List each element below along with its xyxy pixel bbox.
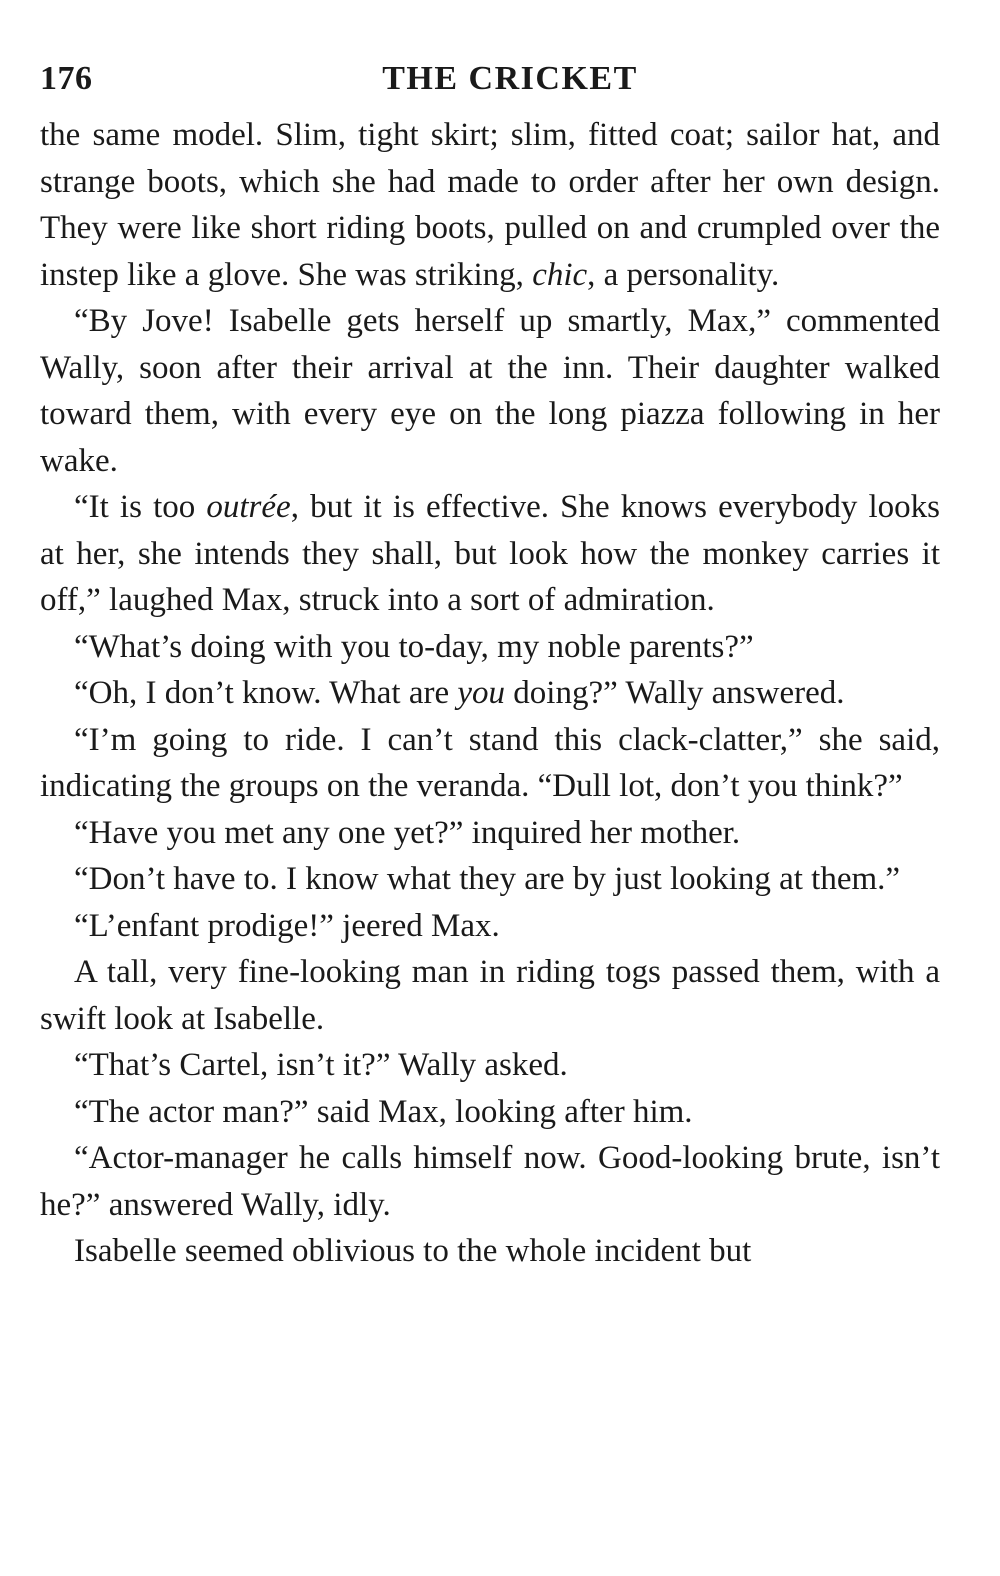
paragraph: “The actor man?” said Max, looking after him.	[74, 1093, 693, 1130]
paragraph: “What’s doing with you to-day, my noble parents?”	[74, 628, 754, 665]
paragraph: “Oh, I don’t know. What are you doing?” Wally answered.	[74, 675, 845, 711]
paragraph-continues: Isabelle seemed oblivious to the whole incident but	[74, 1233, 752, 1269]
paragraph: “I’m going to ride. I can’t stand this clack-clatter,” she said, indicating the groups on the veranda. “Dull lot, don’t you think?”	[40, 721, 940, 804]
italic-word-you: you	[457, 675, 506, 711]
paragraph: “It is too outrée, but it is effective. She knows everybody looks at her, she intends they shall, but look how the monkey carries it off,” laughed Max, struck into a sort of admiration.	[40, 489, 941, 618]
page-number: 176	[40, 60, 93, 97]
paragraph: “By Jove! Isabelle gets herself up smartly, Max,” commented Wally, soon after their arrival at the inn. Their daughter walked toward them, with every eye on the long piazza following in her wake.	[40, 303, 940, 479]
paragraph: “Actor-manager he calls himself now. Good-looking brute, isn’t he?” answered Wally, idly.	[40, 1140, 940, 1223]
paragraph: “That’s Cartel, isn’t it?” Wally asked.	[74, 1047, 568, 1083]
paragraph-continued: the same model. Slim, tight skirt; slim, fitted coat; sailor hat, and strange boots, which she had made to order after her own design. They were like short riding boots, pulled on and crumpled over the instep like a glove. She was striking, chic, a personality.	[40, 117, 940, 293]
paragraph: “L’enfant prodige!” jeered Max.	[74, 907, 500, 944]
paragraph: “Have you met any one yet?” inquired her mother.	[74, 814, 741, 851]
book-page	[40, 52, 940, 1275]
page-header	[40, 52, 940, 112]
running-head: THE CRICKET	[382, 60, 638, 97]
italic-word-chic: chic	[532, 256, 588, 293]
italic-word-outree: outrée	[206, 489, 291, 525]
paragraph: “Don’t have to. I know what they are by just looking at them.”	[74, 861, 901, 897]
body-text	[40, 112, 940, 1275]
paragraph: A tall, very fine-looking man in riding togs passed them, with a swift look at Isabelle.	[40, 954, 940, 1037]
